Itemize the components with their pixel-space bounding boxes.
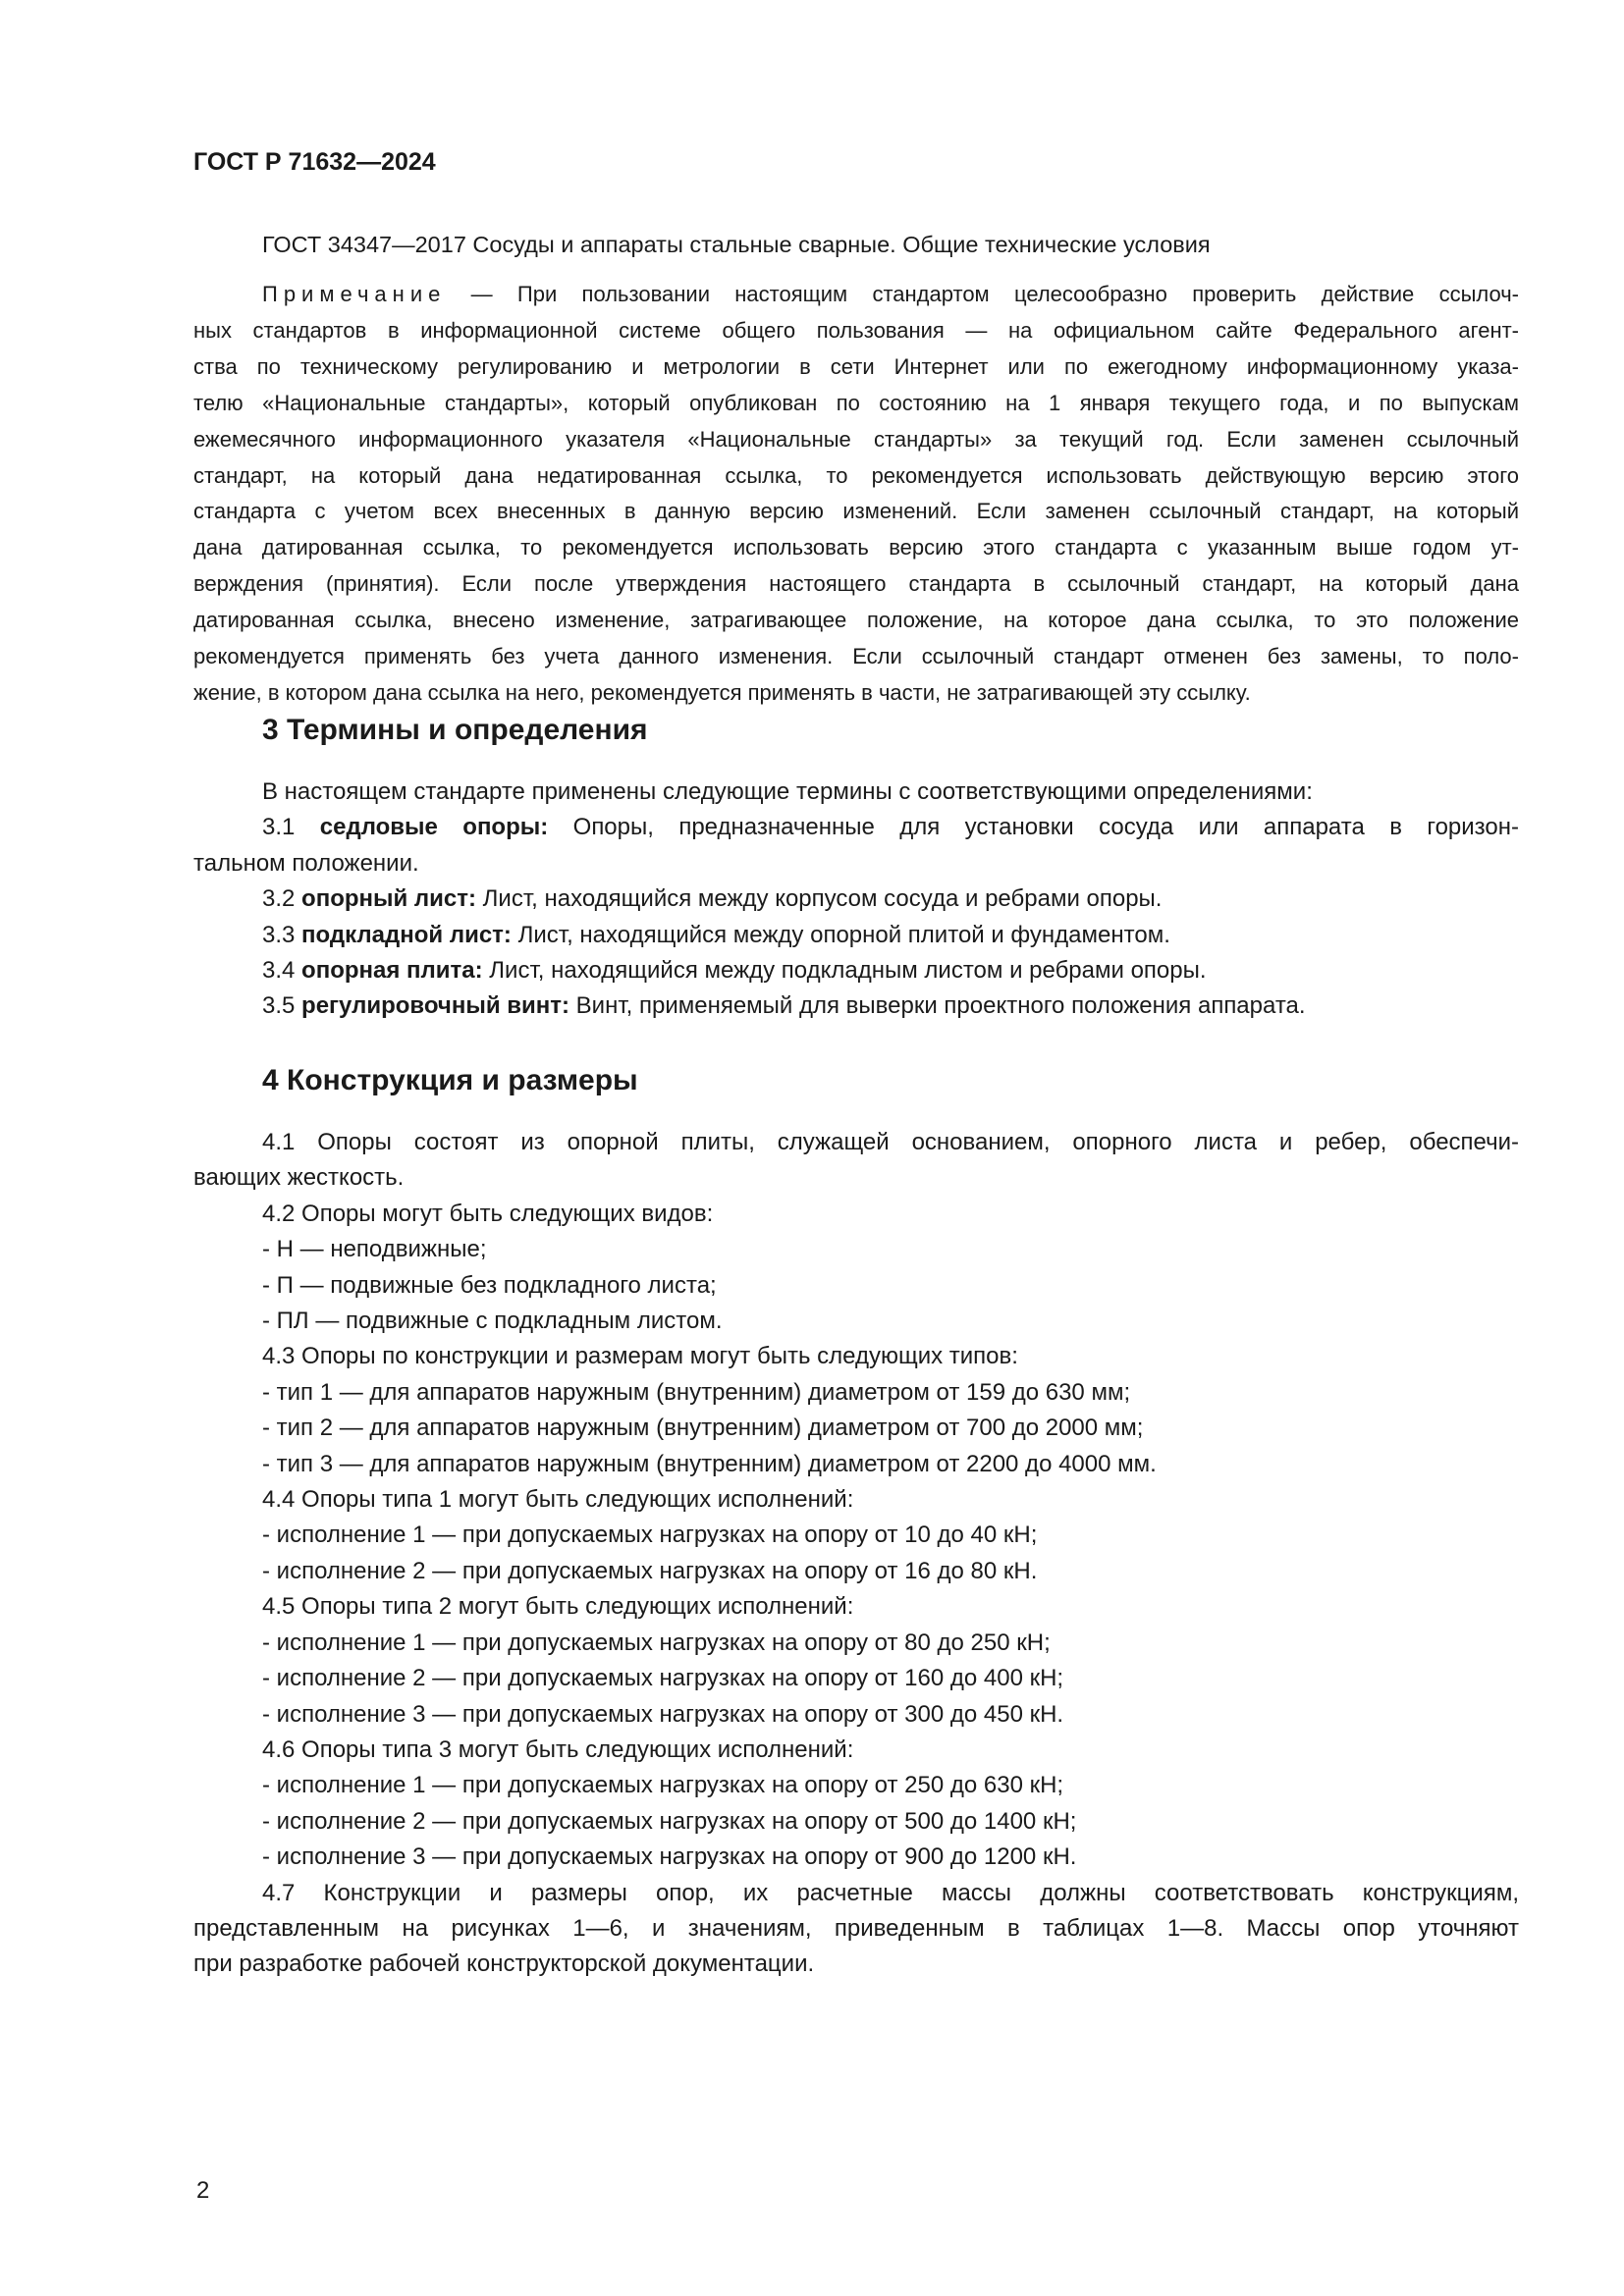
page-number: 2 (196, 2177, 210, 2204)
line-text: 4.7 Конструкции и размеры опор, их расчетные массы должны соответствовать конструкциям, (262, 1879, 1519, 1906)
note-text: рекомендуется применять без учета данного изменения. Если ссылочный стандарт отменен без замены, то поло- (193, 644, 1519, 669)
note-line (193, 458, 1519, 495)
paragraph (193, 1197, 1519, 1232)
text-line (193, 1339, 1519, 1374)
note-line (193, 349, 1519, 386)
text-line (193, 881, 1519, 917)
normative-reference: ГОСТ 34347—2017 Сосуды и аппараты стальные сварные. Общие технические условия (262, 232, 1211, 257)
text-line (193, 1876, 1519, 1911)
note-line (193, 422, 1519, 458)
text-line (193, 1160, 1519, 1196)
text-line (193, 1840, 1519, 1875)
text-line (193, 1697, 1519, 1733)
line-text: - ПЛ — подвижные с подкладным листом. (262, 1308, 723, 1335)
note-line (193, 639, 1519, 675)
clause-number: 3.5 (262, 992, 302, 1020)
text-line (193, 1733, 1519, 1768)
note-text: верждения (принятия). Если после утверждения настоящего стандарта в ссылочный стандарт, на который дана (193, 571, 1519, 597)
text-line (193, 1589, 1519, 1625)
note-text: дана датированная ссылка, то рекомендуется использовать версию этого стандарта с указанным выше годом ут- (193, 535, 1519, 561)
line-text: - П — подвижные без подкладного листа; (262, 1271, 717, 1299)
line-text: - исполнение 2 — при допускаемых нагрузках на опору от 160 до 400 кН; (262, 1665, 1064, 1692)
note-line (193, 530, 1519, 566)
paragraph (193, 1339, 1519, 1374)
text-line (193, 1911, 1519, 1947)
clause-number: 3.4 (262, 957, 302, 985)
line-text: Лист, находящийся между корпусом сосуда и ребрами опоры. (476, 885, 1163, 913)
section-4-heading: 4 Конструкция и размеры (262, 1064, 638, 1096)
paragraph (193, 774, 1519, 810)
text-line (193, 953, 1519, 988)
text-line (193, 1554, 1519, 1589)
document-header: ГОСТ Р 71632—2024 (193, 148, 436, 176)
note-block (193, 277, 1519, 712)
note-text: жение, в котором дана ссылка на него, рекомендуется применять в части, не затрагивающей эту ссылку. (193, 679, 1251, 705)
paragraph (193, 1840, 1519, 1875)
line-text: 4.4 Опоры типа 1 могут быть следующих исполнений: (262, 1486, 854, 1514)
line-text: 4.2 Опоры могут быть следующих видов: (262, 1200, 714, 1227)
term: опорная плита: (301, 957, 483, 985)
term: седловые опоры: (319, 814, 549, 841)
line-text: тальном положении. (193, 849, 419, 877)
text-line (193, 810, 1519, 845)
line-text: - исполнение 2 — при допускаемых нагрузках на опору от 16 до 80 кН. (262, 1557, 1038, 1584)
paragraph (193, 1375, 1519, 1411)
note-text: ных стандартов в информационной системе общего пользования — на официальном сайте Федерального агент- (193, 317, 1519, 343)
text-line (193, 1947, 1519, 1982)
text-line (193, 1304, 1519, 1339)
note-line (193, 386, 1519, 422)
term: опорный лист: (301, 885, 477, 913)
line-text: - исполнение 1 — при допускаемых нагрузках на опору от 80 до 250 кН; (262, 1629, 1051, 1656)
paragraph (193, 918, 1519, 953)
paragraph (193, 1626, 1519, 1661)
paragraph (193, 1232, 1519, 1267)
paragraph (193, 1125, 1519, 1197)
paragraph (193, 1697, 1519, 1733)
paragraph (193, 1804, 1519, 1840)
line-text: 4.5 Опоры типа 2 могут быть следующих исполнений: (262, 1593, 854, 1621)
paragraph (193, 1447, 1519, 1482)
line-text: - тип 2 — для аппаратов наружным (внутренним) диаметром от 700 до 2000 мм; (262, 1415, 1144, 1442)
text-line (193, 1804, 1519, 1840)
note-line (193, 277, 1519, 313)
note-text: датированная ссылка, внесено изменение, затрагивающее положение, на которое дана ссылка, то это положение (193, 608, 1519, 633)
line-text: - Н — неподвижные; (262, 1236, 487, 1263)
text-line (193, 774, 1519, 810)
paragraph (193, 1661, 1519, 1696)
paragraph (193, 1589, 1519, 1625)
line-text: - тип 3 — для аппаратов наружным (внутренним) диаметром от 2200 до 4000 мм. (262, 1450, 1157, 1477)
text-line (193, 1447, 1519, 1482)
text-line (193, 1125, 1519, 1160)
clause-number: 3.3 (262, 921, 302, 948)
section-3-body (193, 774, 1519, 1025)
paragraph (193, 1554, 1519, 1589)
line-text: 4.6 Опоры типа 3 могут быть следующих исполнений: (262, 1735, 854, 1763)
text-line (193, 1197, 1519, 1232)
line-text: - исполнение 1 — при допускаемых нагрузках на опору от 10 до 40 кН; (262, 1522, 1038, 1549)
paragraph (193, 1768, 1519, 1803)
paragraph (193, 810, 1519, 881)
line-text: В настоящем стандарте применены следующие термины с соответствующими определениями: (262, 778, 1313, 805)
line-text: вающих жесткость. (193, 1164, 405, 1192)
term: регулировочный винт: (301, 992, 569, 1020)
text-line (193, 1518, 1519, 1553)
line-text: - исполнение 2 — при допускаемых нагрузках на опору от 500 до 1400 кН; (262, 1807, 1077, 1835)
section-3-heading: 3 Термины и определения (262, 714, 648, 746)
text-line (193, 988, 1519, 1024)
paragraph (193, 1518, 1519, 1553)
line-text: Опоры, предназначенные для установки сосуда или аппарата в горизон- (548, 814, 1520, 841)
line-text: при разработке рабочей конструкторской документации. (193, 1950, 815, 1978)
note-text: ежемесячного информационного указателя «Национальные стандарты» за текущий год. Если заменен ссылочный (193, 426, 1519, 452)
note-text: стандарт, на который дана недатированная ссылка, то рекомендуется использовать действующую версию этого (193, 462, 1519, 488)
text-line (193, 1232, 1519, 1267)
paragraph (193, 1268, 1519, 1304)
note-line (193, 313, 1519, 349)
note-text: телю «Национальные стандарты», который опубликован по состоянию на 1 января текущего года, и по выпускам (193, 390, 1519, 415)
paragraph (193, 881, 1519, 917)
text-line (193, 918, 1519, 953)
line-text: - исполнение 3 — при допускаемых нагрузках на опору от 300 до 450 кН. (262, 1700, 1064, 1728)
note-line (193, 675, 1519, 712)
paragraph (193, 1411, 1519, 1446)
clause-number: 3.2 (262, 885, 302, 913)
paragraph (193, 1304, 1519, 1339)
line-text: представленным на рисунках 1—6, и значениям, приведенным в таблицах 1—8. Массы опор уточняют (193, 1914, 1519, 1942)
section-4-body (193, 1125, 1519, 1983)
clause-number: 3.1 (262, 814, 320, 841)
text-line (193, 846, 1519, 881)
text-line (193, 1482, 1519, 1518)
line-text: Лист, находящийся между подкладным листом и ребрами опоры. (482, 957, 1207, 985)
note-text: — При пользовании настоящим стандартом целесообразно проверить действие ссылоч- (446, 282, 1519, 306)
line-text: - тип 1 — для аппаратов наружным (внутренним) диаметром от 159 до 630 мм; (262, 1378, 1131, 1406)
note-line (193, 603, 1519, 639)
note-text: стандарта с учетом всех внесенных в данную версию изменений. Если заменен ссылочный стандарт, на который (193, 499, 1519, 524)
line-text: 4.1 Опоры состоят из опорной плиты, служащей основанием, опорного листа и ребер, обеспечи- (262, 1129, 1519, 1155)
paragraph (193, 1482, 1519, 1518)
note-label: Примечание (262, 282, 447, 306)
note-line (193, 566, 1519, 603)
line-text: Винт, применяемый для выверки проектного положения аппарата. (568, 992, 1306, 1020)
term: подкладной лист: (301, 921, 512, 948)
text-line (193, 1768, 1519, 1803)
paragraph (193, 953, 1519, 988)
paragraph (193, 1876, 1519, 1983)
text-line (193, 1626, 1519, 1661)
note-line (193, 494, 1519, 530)
text-line (193, 1375, 1519, 1411)
paragraph (193, 988, 1519, 1024)
note-text: ства по техническому регулированию и метрологии в сети Интернет или по ежегодному информационному указа- (193, 353, 1519, 379)
line-text: Лист, находящийся между опорной плитой и фундаментом. (511, 921, 1170, 948)
text-line (193, 1411, 1519, 1446)
text-line (193, 1268, 1519, 1304)
line-text: - исполнение 1 — при допускаемых нагрузках на опору от 250 до 630 кН; (262, 1772, 1064, 1799)
line-text: - исполнение 3 — при допускаемых нагрузках на опору от 900 до 1200 кН. (262, 1843, 1077, 1871)
text-line (193, 1661, 1519, 1696)
line-text: 4.3 Опоры по конструкции и размерам могут быть следующих типов: (262, 1343, 1018, 1370)
paragraph (193, 1733, 1519, 1768)
